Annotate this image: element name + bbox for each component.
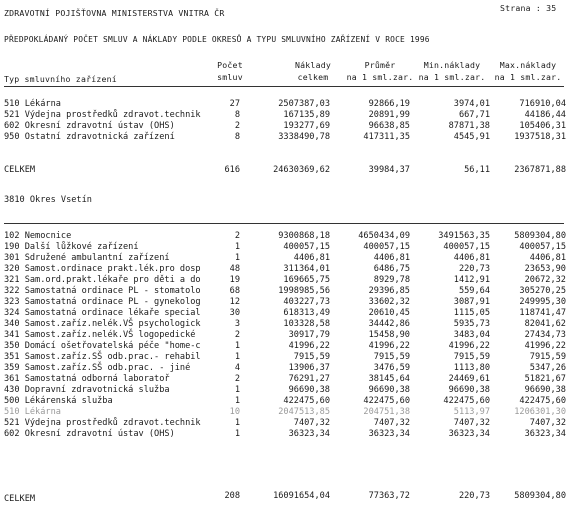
row-avg: 96690,38 <box>368 385 410 395</box>
row-type: 510 Lékárna <box>4 99 61 109</box>
row-type: 361 Samostatná odborná laboratoř <box>4 374 170 384</box>
row-max: 20672,32 <box>524 275 566 285</box>
row-cost: 4406,81 <box>293 253 330 263</box>
row-min: 5113,97 <box>453 407 490 417</box>
row-count: 1 <box>234 396 240 406</box>
row-min: 87871,38 <box>448 121 490 131</box>
row-cost: 422475,60 <box>283 396 330 406</box>
row-min: 220,73 <box>458 264 490 274</box>
row-count: 1 <box>234 418 240 428</box>
row-type: 340 Samost.zaříz.nelék.VŠ psychologick <box>4 319 201 329</box>
row-max: 400057,15 <box>519 242 566 252</box>
row-avg: 7407,32 <box>373 418 410 428</box>
total-avg: 77363,72 <box>368 491 410 501</box>
row-cost: 103328,58 <box>283 319 330 329</box>
row-max: 422475,60 <box>519 396 566 406</box>
row-max: 44186,44 <box>524 110 566 120</box>
row-count: 12 <box>229 297 240 307</box>
col-cost-header-2: celkem <box>297 72 329 82</box>
row-avg: 417311,35 <box>363 132 410 142</box>
row-type: 950 Ostatní zdravotnická zařízení <box>4 132 175 142</box>
row-count: 1 <box>234 385 240 395</box>
row-cost: 3338490,78 <box>278 132 330 142</box>
row-min: 7407,32 <box>453 418 490 428</box>
total-cost: 16091654,04 <box>273 491 330 501</box>
row-min: 5935,73 <box>453 319 490 329</box>
col-count-header-2: smluv <box>217 72 243 82</box>
row-cost: 13906,37 <box>288 363 330 373</box>
header-rule <box>4 86 564 87</box>
row-max: 249995,30 <box>519 297 566 307</box>
total-max: 2367871,88 <box>514 165 566 175</box>
total-min: 220,73 <box>458 491 490 501</box>
row-max: 96690,38 <box>524 385 566 395</box>
row-avg: 15458,90 <box>368 330 410 340</box>
row-cost: 7915,59 <box>293 352 330 362</box>
row-avg: 204751,38 <box>363 407 410 417</box>
row-max: 1206301,30 <box>514 407 566 417</box>
row-min: 667,71 <box>458 110 490 120</box>
row-min: 3087,91 <box>453 297 490 307</box>
row-min: 96690,38 <box>448 385 490 395</box>
row-max: 7915,59 <box>529 352 566 362</box>
row-type: 321 Sam.ord.prakt.lékaře pro děti a do <box>4 275 201 285</box>
row-avg: 34442,86 <box>368 319 410 329</box>
row-min: 3974,01 <box>453 99 490 109</box>
row-cost: 76291,27 <box>288 374 330 384</box>
row-min: 400057,15 <box>443 242 490 252</box>
row-cost: 7407,32 <box>293 418 330 428</box>
row-count: 1 <box>234 253 240 263</box>
row-type: 322 Samostatná ordinace PL - stomatolo <box>4 286 201 296</box>
row-avg: 400057,15 <box>363 242 410 252</box>
row-avg: 4406,81 <box>373 253 410 263</box>
row-count: 8 <box>234 132 240 142</box>
row-count: 2 <box>234 231 240 241</box>
row-max: 1937518,31 <box>514 132 566 142</box>
row-avg: 7915,59 <box>373 352 410 362</box>
row-count: 68 <box>229 286 240 296</box>
row-avg: 36323,34 <box>368 429 410 439</box>
row-cost: 2047513,85 <box>278 407 330 417</box>
row-min: 4406,81 <box>453 253 490 263</box>
row-type: 430 Dopravní zdravotnická služba <box>4 385 170 395</box>
row-avg: 6486,75 <box>373 264 410 274</box>
row-min: 4545,91 <box>453 132 490 142</box>
col-type-header: Typ smluvního zařízení <box>4 74 117 84</box>
row-avg: 422475,60 <box>363 396 410 406</box>
row-cost: 400057,15 <box>283 242 330 252</box>
row-max: 305270,25 <box>519 286 566 296</box>
row-count: 4 <box>234 363 240 373</box>
row-min: 36323,34 <box>448 429 490 439</box>
row-type: 301 Sdružené ambulantní zařízení <box>4 253 170 263</box>
total-min: 56,11 <box>464 165 490 175</box>
row-count: 10 <box>229 407 240 417</box>
row-cost: 30917,79 <box>288 330 330 340</box>
org-name: ZDRAVOTNÍ POJIŠŤOVNA MINISTERSTVA VNITRA ČR <box>4 8 225 18</box>
row-type: 521 Výdejna prostředků zdravot.technik <box>4 110 201 120</box>
row-count: 30 <box>229 308 240 318</box>
row-avg: 8929,78 <box>373 275 410 285</box>
row-cost: 36323,34 <box>288 429 330 439</box>
row-type: 323 Samostatná ordinace PL - gynekolog <box>4 297 201 307</box>
col-max-header-1: Max.náklady <box>499 60 557 70</box>
row-cost: 311364,01 <box>283 264 330 274</box>
row-count: 1 <box>234 352 240 362</box>
row-avg: 4650434,09 <box>358 231 410 241</box>
row-min: 1412,91 <box>453 275 490 285</box>
row-avg: 20610,45 <box>368 308 410 318</box>
row-max: 716910,04 <box>519 99 566 109</box>
row-count: 19 <box>229 275 240 285</box>
col-min-header-1: Min.náklady <box>423 60 481 70</box>
row-type: 359 Samost.zaříz.SŠ odb.prac. - jiné <box>4 363 191 373</box>
row-count: 8 <box>234 110 240 120</box>
total-count: 616 <box>224 165 240 175</box>
total-avg: 39984,37 <box>368 165 410 175</box>
row-avg: 96638,85 <box>368 121 410 131</box>
row-type: 341 Samost.zaříz.nelék.VŠ logopedické <box>4 330 196 340</box>
row-cost: 2507387,03 <box>278 99 330 109</box>
report-title: PŘEDPOKLÁDANÝ POČET SMLUV A NÁKLADY PODLE OKRESŮ A TYPU SMLUVNÍHO ZAŘÍZENÍ V ROCE 1996 <box>4 35 430 44</box>
row-count: 3 <box>234 319 240 329</box>
row-max: 51821,67 <box>524 374 566 384</box>
row-avg: 92866,19 <box>368 99 410 109</box>
total-label: CELKEM <box>4 165 36 175</box>
row-count: 1 <box>234 242 240 252</box>
page-number: Strana : 35 <box>500 3 557 13</box>
row-min: 1115,05 <box>453 308 490 318</box>
row-count: 2 <box>234 374 240 384</box>
row-type: 521 Výdejna prostředků zdravot.technik <box>4 418 201 428</box>
row-max: 5809304,80 <box>514 231 566 241</box>
row-type: 500 Lékárenská služba <box>4 396 113 406</box>
row-min: 3483,04 <box>453 330 490 340</box>
row-type: 602 Okresní zdravotní ústav (OHS) <box>4 429 175 439</box>
row-type: 510 Lékárna <box>4 407 61 417</box>
row-cost: 9300868,18 <box>278 231 330 241</box>
row-avg: 41996,22 <box>368 341 410 351</box>
total-count: 208 <box>224 491 240 501</box>
col-max-header-2: na 1 sml.zar. <box>494 72 562 82</box>
row-avg: 38145,64 <box>368 374 410 384</box>
row-cost: 193277,69 <box>283 121 330 131</box>
row-max: 4406,81 <box>529 253 566 263</box>
row-count: 1 <box>234 429 240 439</box>
row-avg: 20891,99 <box>368 110 410 120</box>
row-min: 3491563,35 <box>438 231 490 241</box>
row-cost: 41996,22 <box>288 341 330 351</box>
row-min: 559,64 <box>458 286 490 296</box>
row-type: 351 Samost.zaříz.SŠ odb.prac.- rehabil <box>4 352 201 362</box>
row-min: 41996,22 <box>448 341 490 351</box>
row-max: 27434,73 <box>524 330 566 340</box>
row-type: 190 Další lůžkové zařízení <box>4 242 139 252</box>
row-cost: 167135,89 <box>283 110 330 120</box>
row-cost: 169665,75 <box>283 275 330 285</box>
row-min: 422475,60 <box>443 396 490 406</box>
row-min: 1113,80 <box>453 363 490 373</box>
row-max: 7407,32 <box>529 418 566 428</box>
row-max: 41996,22 <box>524 341 566 351</box>
row-min: 7915,59 <box>453 352 490 362</box>
row-count: 2 <box>234 330 240 340</box>
col-cost-header-1: Náklady <box>295 60 331 70</box>
row-max: 82041,62 <box>524 319 566 329</box>
col-avg-header-2: na 1 sml.zar. <box>346 72 414 82</box>
row-type: 324 Samostatná ordinace lékaře special <box>4 308 201 318</box>
section2-rule <box>4 223 564 224</box>
col-avg-header-1: Průměr <box>364 60 396 70</box>
row-min: 24469,61 <box>448 374 490 384</box>
row-max: 5347,26 <box>529 363 566 373</box>
row-cost: 96690,38 <box>288 385 330 395</box>
row-count: 1 <box>234 341 240 351</box>
row-type: 320 Samost.ordinace prakt.lék.pro dosp <box>4 264 201 274</box>
row-type: 350 Domácí ošetřovatelská péče "home-c <box>4 341 201 351</box>
row-avg: 3476,59 <box>373 363 410 373</box>
district-heading: 3810 Okres Vsetín <box>4 195 92 205</box>
row-max: 105406,31 <box>519 121 566 131</box>
row-avg: 29396,85 <box>368 286 410 296</box>
row-max: 118741,47 <box>519 308 566 318</box>
row-count: 48 <box>229 264 240 274</box>
total-label: CELKEM <box>4 494 36 504</box>
row-type: 602 Okresní zdravotní ústav (OHS) <box>4 121 175 131</box>
total-cost: 24630369,62 <box>273 165 330 175</box>
row-count: 27 <box>229 99 240 109</box>
row-cost: 403227,73 <box>283 297 330 307</box>
row-type: 102 Nemocnice <box>4 231 72 241</box>
total-max: 5809304,80 <box>514 491 566 501</box>
col-count-header-1: Počet <box>217 60 243 70</box>
row-max: 23653,90 <box>524 264 566 274</box>
row-cost: 1998985,56 <box>278 286 330 296</box>
col-min-header-2: na 1 sml.zar. <box>418 72 486 82</box>
row-count: 2 <box>234 121 240 131</box>
row-avg: 33602,32 <box>368 297 410 307</box>
row-cost: 618313,49 <box>283 308 330 318</box>
row-max: 36323,34 <box>524 429 566 439</box>
